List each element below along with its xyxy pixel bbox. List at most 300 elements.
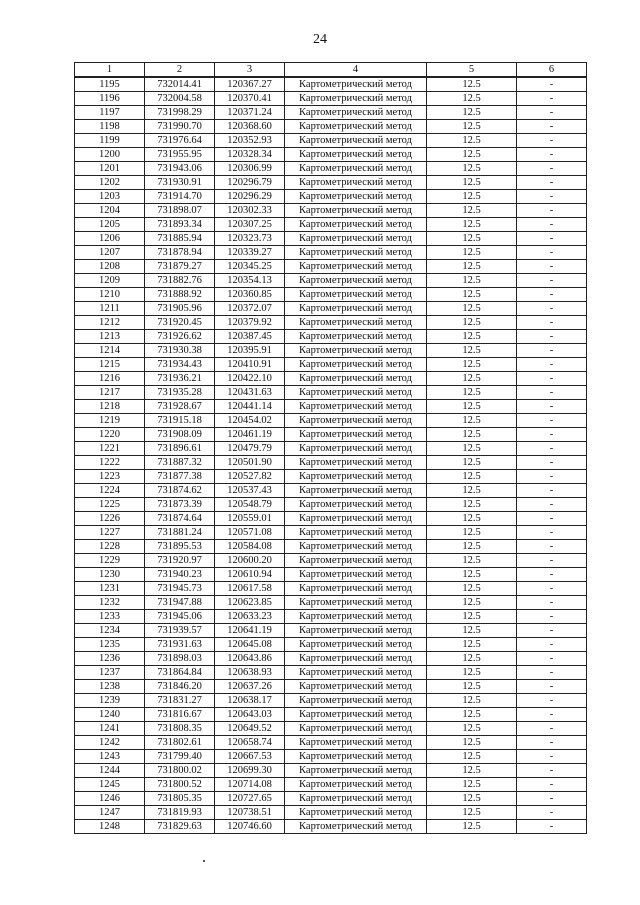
table-row xyxy=(75,806,587,820)
cell-method: Картометрический метод xyxy=(285,302,427,316)
cell-y-coordinate: 120641.19 xyxy=(215,624,285,638)
table-row xyxy=(75,288,587,302)
cell-x-coordinate: 731898.03 xyxy=(145,652,215,666)
cell-x-coordinate: 731885.94 xyxy=(145,232,215,246)
cell-point-number: 1195 xyxy=(75,77,145,92)
table-row xyxy=(75,456,587,470)
cell-accuracy: 12.5 xyxy=(427,638,517,652)
cell-accuracy: 12.5 xyxy=(427,666,517,680)
cell-point-number: 1208 xyxy=(75,260,145,274)
cell-x-coordinate: 731893.34 xyxy=(145,218,215,232)
cell-method: Картометрический метод xyxy=(285,736,427,750)
cell-method: Картометрический метод xyxy=(285,694,427,708)
cell-point-number: 1236 xyxy=(75,652,145,666)
cell-point-number: 1226 xyxy=(75,512,145,526)
cell-point-number: 1234 xyxy=(75,624,145,638)
cell-description: - xyxy=(517,806,587,820)
cell-point-number: 1223 xyxy=(75,470,145,484)
cell-description: - xyxy=(517,330,587,344)
cell-y-coordinate: 120658.74 xyxy=(215,736,285,750)
table-row xyxy=(75,750,587,764)
cell-point-number: 1214 xyxy=(75,344,145,358)
table-row xyxy=(75,77,587,92)
cell-y-coordinate: 120623.85 xyxy=(215,596,285,610)
cell-point-number: 1238 xyxy=(75,680,145,694)
cell-y-coordinate: 120738.51 xyxy=(215,806,285,820)
cell-method: Картометрический метод xyxy=(285,666,427,680)
table-row xyxy=(75,316,587,330)
cell-x-coordinate: 732004.58 xyxy=(145,92,215,106)
cell-method: Картометрический метод xyxy=(285,260,427,274)
cell-point-number: 1233 xyxy=(75,610,145,624)
cell-description: - xyxy=(517,260,587,274)
cell-accuracy: 12.5 xyxy=(427,176,517,190)
table-row xyxy=(75,120,587,134)
cell-point-number: 1247 xyxy=(75,806,145,820)
cell-point-number: 1196 xyxy=(75,92,145,106)
cell-y-coordinate: 120367.27 xyxy=(215,77,285,92)
cell-accuracy: 12.5 xyxy=(427,288,517,302)
scan-speck xyxy=(203,860,205,862)
cell-point-number: 1239 xyxy=(75,694,145,708)
cell-description: - xyxy=(517,778,587,792)
cell-y-coordinate: 120306.99 xyxy=(215,162,285,176)
cell-accuracy: 12.5 xyxy=(427,820,517,834)
cell-description: - xyxy=(517,638,587,652)
cell-y-coordinate: 120537.43 xyxy=(215,484,285,498)
cell-point-number: 1245 xyxy=(75,778,145,792)
cell-accuracy: 12.5 xyxy=(427,400,517,414)
table-row xyxy=(75,498,587,512)
cell-accuracy: 12.5 xyxy=(427,134,517,148)
cell-method: Картометрический метод xyxy=(285,512,427,526)
cell-accuracy: 12.5 xyxy=(427,106,517,120)
cell-point-number: 1204 xyxy=(75,204,145,218)
cell-method: Картометрический метод xyxy=(285,232,427,246)
table-row xyxy=(75,596,587,610)
cell-accuracy: 12.5 xyxy=(427,750,517,764)
cell-accuracy: 12.5 xyxy=(427,162,517,176)
cell-point-number: 1224 xyxy=(75,484,145,498)
cell-description: - xyxy=(517,582,587,596)
cell-accuracy: 12.5 xyxy=(427,596,517,610)
cell-x-coordinate: 731939.57 xyxy=(145,624,215,638)
cell-description: - xyxy=(517,722,587,736)
cell-point-number: 1246 xyxy=(75,792,145,806)
table-row xyxy=(75,764,587,778)
cell-y-coordinate: 120360.85 xyxy=(215,288,285,302)
cell-description: - xyxy=(517,400,587,414)
cell-point-number: 1216 xyxy=(75,372,145,386)
cell-y-coordinate: 120328.34 xyxy=(215,148,285,162)
cell-x-coordinate: 731846.20 xyxy=(145,680,215,694)
cell-y-coordinate: 120461.19 xyxy=(215,428,285,442)
cell-method: Картометрический метод xyxy=(285,414,427,428)
cell-y-coordinate: 120501.90 xyxy=(215,456,285,470)
cell-x-coordinate: 731920.97 xyxy=(145,554,215,568)
table-row xyxy=(75,512,587,526)
cell-point-number: 1225 xyxy=(75,498,145,512)
cell-method: Картометрический метод xyxy=(285,554,427,568)
cell-accuracy: 12.5 xyxy=(427,582,517,596)
cell-y-coordinate: 120368.60 xyxy=(215,120,285,134)
table-row xyxy=(75,372,587,386)
table-row xyxy=(75,610,587,624)
cell-description: - xyxy=(517,77,587,92)
cell-description: - xyxy=(517,456,587,470)
cell-description: - xyxy=(517,358,587,372)
cell-point-number: 1241 xyxy=(75,722,145,736)
cell-y-coordinate: 120479.79 xyxy=(215,442,285,456)
cell-y-coordinate: 120302.33 xyxy=(215,204,285,218)
cell-accuracy: 12.5 xyxy=(427,92,517,106)
header-row xyxy=(75,63,587,78)
cell-x-coordinate: 731800.52 xyxy=(145,778,215,792)
cell-description: - xyxy=(517,610,587,624)
cell-method: Картометрический метод xyxy=(285,204,427,218)
table-row xyxy=(75,92,587,106)
cell-point-number: 1228 xyxy=(75,540,145,554)
table-row xyxy=(75,358,587,372)
cell-y-coordinate: 120527.82 xyxy=(215,470,285,484)
cell-x-coordinate: 731808.35 xyxy=(145,722,215,736)
cell-point-number: 1227 xyxy=(75,526,145,540)
cell-x-coordinate: 731799.40 xyxy=(145,750,215,764)
cell-description: - xyxy=(517,274,587,288)
cell-method: Картометрический метод xyxy=(285,624,427,638)
cell-method: Картометрический метод xyxy=(285,274,427,288)
cell-x-coordinate: 731931.63 xyxy=(145,638,215,652)
cell-description: - xyxy=(517,372,587,386)
cell-description: - xyxy=(517,92,587,106)
cell-accuracy: 12.5 xyxy=(427,218,517,232)
table-body xyxy=(75,77,587,834)
table-row xyxy=(75,176,587,190)
cell-description: - xyxy=(517,484,587,498)
cell-description: - xyxy=(517,288,587,302)
cell-x-coordinate: 731895.53 xyxy=(145,540,215,554)
cell-accuracy: 12.5 xyxy=(427,344,517,358)
cell-accuracy: 12.5 xyxy=(427,526,517,540)
cell-description: - xyxy=(517,232,587,246)
cell-x-coordinate: 731935.28 xyxy=(145,386,215,400)
table-row xyxy=(75,708,587,722)
table-row xyxy=(75,568,587,582)
cell-accuracy: 12.5 xyxy=(427,386,517,400)
cell-x-coordinate: 731829.63 xyxy=(145,820,215,834)
cell-y-coordinate: 120637.26 xyxy=(215,680,285,694)
cell-method: Картометрический метод xyxy=(285,610,427,624)
table-row xyxy=(75,344,587,358)
table-row xyxy=(75,386,587,400)
table-row xyxy=(75,162,587,176)
cell-x-coordinate: 731882.76 xyxy=(145,274,215,288)
cell-x-coordinate: 731976.64 xyxy=(145,134,215,148)
cell-point-number: 1207 xyxy=(75,246,145,260)
cell-accuracy: 12.5 xyxy=(427,232,517,246)
cell-x-coordinate: 731877.38 xyxy=(145,470,215,484)
header-cell-point-number: 1 xyxy=(75,63,145,78)
cell-accuracy: 12.5 xyxy=(427,246,517,260)
cell-point-number: 1248 xyxy=(75,820,145,834)
cell-accuracy: 12.5 xyxy=(427,694,517,708)
cell-method: Картометрический метод xyxy=(285,77,427,92)
cell-accuracy: 12.5 xyxy=(427,442,517,456)
cell-method: Картометрический метод xyxy=(285,652,427,666)
cell-y-coordinate: 120431.63 xyxy=(215,386,285,400)
cell-x-coordinate: 731990.70 xyxy=(145,120,215,134)
cell-point-number: 1237 xyxy=(75,666,145,680)
cell-description: - xyxy=(517,596,587,610)
cell-description: - xyxy=(517,498,587,512)
cell-x-coordinate: 731955.95 xyxy=(145,148,215,162)
table-row xyxy=(75,694,587,708)
cell-accuracy: 12.5 xyxy=(427,260,517,274)
cell-y-coordinate: 120633.23 xyxy=(215,610,285,624)
cell-accuracy: 12.5 xyxy=(427,428,517,442)
cell-method: Картометрический метод xyxy=(285,288,427,302)
table-row xyxy=(75,652,587,666)
table-row xyxy=(75,148,587,162)
cell-x-coordinate: 732014.41 xyxy=(145,77,215,92)
cell-method: Картометрический метод xyxy=(285,162,427,176)
cell-y-coordinate: 120372.07 xyxy=(215,302,285,316)
cell-description: - xyxy=(517,204,587,218)
cell-x-coordinate: 731819.93 xyxy=(145,806,215,820)
cell-method: Картометрический метод xyxy=(285,92,427,106)
cell-y-coordinate: 120352.93 xyxy=(215,134,285,148)
cell-x-coordinate: 731930.38 xyxy=(145,344,215,358)
cell-method: Картометрический метод xyxy=(285,386,427,400)
cell-point-number: 1203 xyxy=(75,190,145,204)
cell-method: Картометрический метод xyxy=(285,246,427,260)
cell-accuracy: 12.5 xyxy=(427,204,517,218)
cell-accuracy: 12.5 xyxy=(427,456,517,470)
table-row xyxy=(75,484,587,498)
header-cell-method: 4 xyxy=(285,63,427,78)
cell-accuracy: 12.5 xyxy=(427,652,517,666)
cell-accuracy: 12.5 xyxy=(427,806,517,820)
header-cell-accuracy: 5 xyxy=(427,63,517,78)
cell-point-number: 1215 xyxy=(75,358,145,372)
cell-x-coordinate: 731945.73 xyxy=(145,582,215,596)
cell-y-coordinate: 120610.94 xyxy=(215,568,285,582)
cell-method: Картометрический метод xyxy=(285,764,427,778)
cell-accuracy: 12.5 xyxy=(427,358,517,372)
cell-method: Картометрический метод xyxy=(285,176,427,190)
cell-y-coordinate: 120395.91 xyxy=(215,344,285,358)
cell-y-coordinate: 120387.45 xyxy=(215,330,285,344)
cell-x-coordinate: 731936.21 xyxy=(145,372,215,386)
cell-accuracy: 12.5 xyxy=(427,680,517,694)
cell-y-coordinate: 120727.65 xyxy=(215,792,285,806)
table-row xyxy=(75,106,587,120)
table-row xyxy=(75,624,587,638)
cell-point-number: 1217 xyxy=(75,386,145,400)
cell-accuracy: 12.5 xyxy=(427,792,517,806)
cell-description: - xyxy=(517,750,587,764)
cell-x-coordinate: 731920.45 xyxy=(145,316,215,330)
page-number: 24 xyxy=(313,32,327,47)
table-row xyxy=(75,274,587,288)
cell-y-coordinate: 120649.52 xyxy=(215,722,285,736)
cell-point-number: 1201 xyxy=(75,162,145,176)
cell-accuracy: 12.5 xyxy=(427,484,517,498)
cell-x-coordinate: 731926.62 xyxy=(145,330,215,344)
cell-x-coordinate: 731873.39 xyxy=(145,498,215,512)
cell-method: Картометрический метод xyxy=(285,190,427,204)
cell-description: - xyxy=(517,246,587,260)
cell-point-number: 1230 xyxy=(75,568,145,582)
cell-accuracy: 12.5 xyxy=(427,414,517,428)
table-row xyxy=(75,470,587,484)
cell-accuracy: 12.5 xyxy=(427,77,517,92)
table-row xyxy=(75,428,587,442)
cell-y-coordinate: 120296.29 xyxy=(215,190,285,204)
cell-description: - xyxy=(517,386,587,400)
cell-x-coordinate: 731879.27 xyxy=(145,260,215,274)
cell-y-coordinate: 120379.92 xyxy=(215,316,285,330)
cell-point-number: 1242 xyxy=(75,736,145,750)
cell-x-coordinate: 731934.43 xyxy=(145,358,215,372)
cell-point-number: 1221 xyxy=(75,442,145,456)
cell-x-coordinate: 731998.29 xyxy=(145,106,215,120)
cell-method: Картометрический метод xyxy=(285,540,427,554)
cell-accuracy: 12.5 xyxy=(427,274,517,288)
cell-point-number: 1244 xyxy=(75,764,145,778)
cell-method: Картометрический метод xyxy=(285,582,427,596)
cell-point-number: 1240 xyxy=(75,708,145,722)
table-row xyxy=(75,204,587,218)
cell-method: Картометрический метод xyxy=(285,344,427,358)
cell-point-number: 1199 xyxy=(75,134,145,148)
cell-accuracy: 12.5 xyxy=(427,190,517,204)
cell-description: - xyxy=(517,540,587,554)
cell-accuracy: 12.5 xyxy=(427,778,517,792)
cell-description: - xyxy=(517,624,587,638)
cell-method: Картометрический метод xyxy=(285,568,427,582)
table-row xyxy=(75,736,587,750)
cell-method: Картометрический метод xyxy=(285,708,427,722)
cell-x-coordinate: 731896.61 xyxy=(145,442,215,456)
cell-method: Картометрический метод xyxy=(285,722,427,736)
cell-y-coordinate: 120645.08 xyxy=(215,638,285,652)
cell-accuracy: 12.5 xyxy=(427,330,517,344)
cell-accuracy: 12.5 xyxy=(427,708,517,722)
cell-point-number: 1197 xyxy=(75,106,145,120)
cell-x-coordinate: 731800.02 xyxy=(145,764,215,778)
cell-x-coordinate: 731908.09 xyxy=(145,428,215,442)
cell-y-coordinate: 120339.27 xyxy=(215,246,285,260)
cell-description: - xyxy=(517,666,587,680)
cell-method: Картометрический метод xyxy=(285,596,427,610)
cell-x-coordinate: 731874.62 xyxy=(145,484,215,498)
cell-y-coordinate: 120638.93 xyxy=(215,666,285,680)
cell-point-number: 1243 xyxy=(75,750,145,764)
cell-y-coordinate: 120617.58 xyxy=(215,582,285,596)
cell-description: - xyxy=(517,106,587,120)
cell-method: Картометрический метод xyxy=(285,750,427,764)
cell-description: - xyxy=(517,162,587,176)
cell-accuracy: 12.5 xyxy=(427,498,517,512)
cell-x-coordinate: 731915.18 xyxy=(145,414,215,428)
cell-description: - xyxy=(517,218,587,232)
cell-y-coordinate: 120699.30 xyxy=(215,764,285,778)
cell-method: Картометрический метод xyxy=(285,316,427,330)
cell-method: Картометрический метод xyxy=(285,330,427,344)
cell-description: - xyxy=(517,568,587,582)
cell-method: Картометрический метод xyxy=(285,218,427,232)
coordinates-table xyxy=(74,62,587,834)
table-row xyxy=(75,414,587,428)
cell-accuracy: 12.5 xyxy=(427,764,517,778)
header-cell-y-coordinate: 3 xyxy=(215,63,285,78)
cell-method: Картометрический метод xyxy=(285,400,427,414)
cell-point-number: 1206 xyxy=(75,232,145,246)
cell-method: Картометрический метод xyxy=(285,820,427,834)
cell-description: - xyxy=(517,134,587,148)
cell-accuracy: 12.5 xyxy=(427,624,517,638)
cell-method: Картометрический метод xyxy=(285,470,427,484)
table-row xyxy=(75,540,587,554)
cell-description: - xyxy=(517,694,587,708)
cell-y-coordinate: 120307.25 xyxy=(215,218,285,232)
cell-method: Картометрический метод xyxy=(285,120,427,134)
cell-x-coordinate: 731802.61 xyxy=(145,736,215,750)
header-cell-x-coordinate: 2 xyxy=(145,63,215,78)
cell-method: Картометрический метод xyxy=(285,134,427,148)
cell-method: Картометрический метод xyxy=(285,792,427,806)
cell-description: - xyxy=(517,820,587,834)
cell-point-number: 1198 xyxy=(75,120,145,134)
cell-method: Картометрический метод xyxy=(285,498,427,512)
cell-accuracy: 12.5 xyxy=(427,470,517,484)
cell-description: - xyxy=(517,190,587,204)
table-row xyxy=(75,778,587,792)
cell-accuracy: 12.5 xyxy=(427,540,517,554)
cell-description: - xyxy=(517,764,587,778)
cell-y-coordinate: 120296.79 xyxy=(215,176,285,190)
table-row xyxy=(75,246,587,260)
cell-point-number: 1209 xyxy=(75,274,145,288)
cell-x-coordinate: 731881.24 xyxy=(145,526,215,540)
cell-x-coordinate: 731816.67 xyxy=(145,708,215,722)
cell-x-coordinate: 731905.96 xyxy=(145,302,215,316)
cell-point-number: 1231 xyxy=(75,582,145,596)
table-row xyxy=(75,260,587,274)
cell-method: Картометрический метод xyxy=(285,526,427,540)
cell-x-coordinate: 731898.07 xyxy=(145,204,215,218)
cell-point-number: 1220 xyxy=(75,428,145,442)
cell-method: Картометрический метод xyxy=(285,148,427,162)
cell-accuracy: 12.5 xyxy=(427,148,517,162)
cell-accuracy: 12.5 xyxy=(427,610,517,624)
cell-accuracy: 12.5 xyxy=(427,372,517,386)
cell-x-coordinate: 731930.91 xyxy=(145,176,215,190)
cell-y-coordinate: 120454.02 xyxy=(215,414,285,428)
table-header xyxy=(75,63,587,78)
cell-accuracy: 12.5 xyxy=(427,302,517,316)
cell-description: - xyxy=(517,512,587,526)
table-row xyxy=(75,638,587,652)
cell-description: - xyxy=(517,736,587,750)
cell-description: - xyxy=(517,414,587,428)
cell-point-number: 1211 xyxy=(75,302,145,316)
cell-y-coordinate: 120354.13 xyxy=(215,274,285,288)
cell-accuracy: 12.5 xyxy=(427,736,517,750)
cell-x-coordinate: 731864.84 xyxy=(145,666,215,680)
cell-y-coordinate: 120638.17 xyxy=(215,694,285,708)
